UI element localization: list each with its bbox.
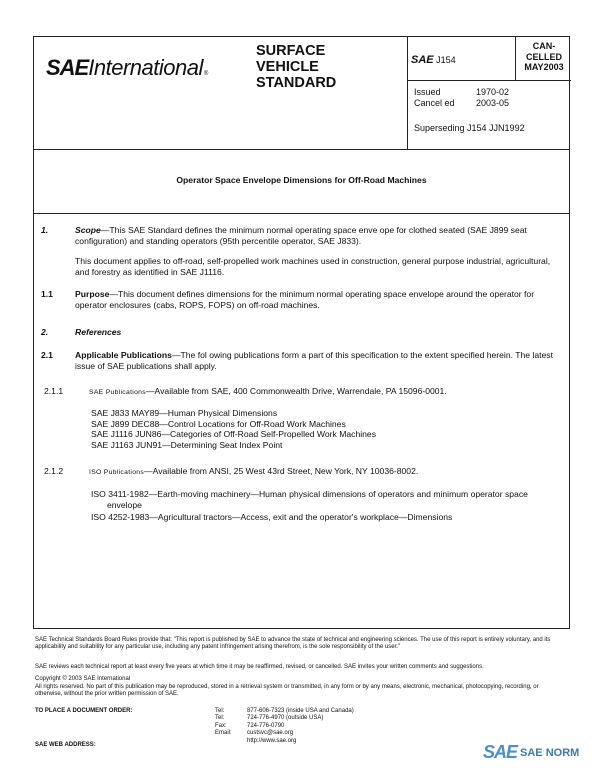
section-number: 1.1 xyxy=(41,289,53,299)
contact-key: Tel: xyxy=(215,715,225,722)
web-address-link[interactable]: http://www.sae.org xyxy=(247,737,297,744)
section-number: 2.1 xyxy=(41,350,53,360)
logo-sae-text: SAE xyxy=(46,55,89,80)
purpose-paragraph xyxy=(75,289,553,310)
superseding: Superseding J154 JJN1992 xyxy=(414,123,525,133)
references-heading: References xyxy=(75,327,122,337)
section-number: 2.1.2 xyxy=(44,466,64,476)
web-label: SAE WEB ADDRESS: xyxy=(35,742,96,748)
review-text: SAE reviews each technical report at least every five years at which time it may be reaffirmed, revised, or cancelled. SAE invites your written comments and suggestions. xyxy=(35,664,484,670)
section-number: 2. xyxy=(41,327,49,337)
sae-reference-list xyxy=(91,408,551,450)
contact-row xyxy=(215,730,354,737)
section-heading: SAE Publications xyxy=(89,389,146,396)
copyright-text: Copyright © 2003 SAE International xyxy=(35,676,131,682)
status-line: CELLED xyxy=(526,51,562,62)
sae-norm-mark: SAE xyxy=(483,742,518,762)
section-text: —Available from ANSI, 25 West 43rd Street, New York, NY 10036-8002. xyxy=(144,466,419,476)
section-text: —The fol owing publications form a part of this specification to the extent specified herein. The latest issue of SAE publications shall apply. xyxy=(75,350,553,371)
section-heading: Scope xyxy=(75,225,101,235)
reference-item: SAE J1116 JUN86—Categories of Off-Road Self-Propelled Work Machines xyxy=(91,429,376,439)
rights-text: All rights reserved. No part of this publication may be reproduced, stored in a retrieval system or transmitted, in any form or by any means, electronic, mechanical, photocopying, recording, or otherwise, without the prior written permission of SAE. xyxy=(35,684,539,698)
document-number xyxy=(411,54,456,66)
applicable-publications-paragraph xyxy=(75,350,553,371)
contact-row xyxy=(215,715,354,722)
logo-trademark: ® xyxy=(203,71,209,77)
cancelled-label: Cancel ed xyxy=(414,98,455,108)
issued-row xyxy=(414,87,509,97)
header-frame xyxy=(33,36,570,629)
contact-value: custsvc@sae.org xyxy=(247,730,294,737)
contact-key: Tel: xyxy=(215,708,225,714)
document-title: Operator Space Envelope Dimensions for Off-Road Machines xyxy=(176,175,427,185)
doc-number-text: J154 xyxy=(436,55,456,65)
contact-info xyxy=(215,708,354,745)
reference-item: ISO 4252-1983—Agricultural tractors—Access, exit and the operator's workplace—Dimensions xyxy=(91,512,453,522)
reference-item: SAE J899 DEC88—Control Locations for Off-Road Work Machines xyxy=(91,418,346,429)
cancelled-row xyxy=(414,98,509,108)
title-divider xyxy=(34,213,569,214)
doc-sae-logo: SAE xyxy=(411,54,434,66)
sae-norm-text: SAE NORM xyxy=(520,746,580,759)
standard-type xyxy=(256,43,336,91)
contact-value: 724-776-0790 xyxy=(247,722,285,729)
contact-value: 724-776-4970 (outside USA) xyxy=(247,715,324,722)
section-text: —This document defines dimensions for the minimum normal operating space envelope around the operator for operator enclosures (cabs, ROPS, FOPS) on off-road machines. xyxy=(75,289,535,310)
cancelled-value: 2003-05 xyxy=(476,98,510,108)
section-heading: ISO Publications xyxy=(89,469,145,476)
logo-international-text: International xyxy=(88,55,203,80)
contact-key: Email: xyxy=(215,730,232,737)
section-heading: Applicable Publications xyxy=(75,350,172,360)
section-number: 2.1.1 xyxy=(44,386,64,396)
scope-paragraph-2: This document applies to off-road, self-propelled work machines used in construction, general purpose industrial, agricultural, and forestry as identified in SAE J1116. xyxy=(75,256,551,277)
standard-type-line: STANDARD xyxy=(256,75,337,91)
sae-norm-logo xyxy=(483,742,579,763)
issued-value: 1970-02 xyxy=(476,87,510,97)
header-divider-vertical xyxy=(407,37,408,149)
policy-text: SAE Technical Standards Board Rules provide that: "This report is published by SAE to advance the state of technical and engineering sciences. The use of this report is entirely voluntary, and its applicability and suitability for any particular use, including any patent infringement arising therefrom, is the sole responsibility of the user." xyxy=(35,637,551,651)
order-label: TO PLACE A DOCUMENT ORDER: xyxy=(35,708,133,714)
reference-item: SAE J1163 JUN91—Determining Seat Index Point xyxy=(91,439,283,450)
issued-label: Issued xyxy=(414,87,441,97)
contact-row xyxy=(215,738,354,745)
section-text: —This SAE Standard defines the minimum normal operating space enve ope for clothed seated (SAE J899 seat configuration) and standing operators (95th percentile operator, SAE J833). xyxy=(75,225,527,246)
scope-paragraph xyxy=(75,225,553,246)
contact-row xyxy=(215,723,354,730)
status-divider-vertical xyxy=(515,37,516,80)
iso-reference-list xyxy=(91,489,561,523)
contact-key xyxy=(215,738,247,745)
contact-row xyxy=(215,708,354,715)
contact-key: Fax: xyxy=(215,722,227,729)
status-line: MAY2003 xyxy=(524,62,564,72)
section-heading: Purpose xyxy=(75,289,110,299)
status-line: CAN- xyxy=(532,41,556,51)
reference-item: ISO 3411-1982—Earth-moving machinery—Human physical dimensions of operators and minimum operator space envelope xyxy=(91,489,528,510)
iso-publications-paragraph xyxy=(89,466,559,479)
header-divider xyxy=(34,149,569,150)
status-box xyxy=(518,41,570,73)
sae-international-logo xyxy=(46,55,208,81)
section-text: —Available from SAE, 400 Commonwealth Drive, Warrendale, PA 15096-0001. xyxy=(145,386,447,396)
reference-item: SAE J833 MAY89—Human Physical Dimensions xyxy=(91,408,278,418)
status-divider-horizontal xyxy=(407,80,571,81)
contact-value: 877-606-7323 (inside USA and Canada) xyxy=(247,708,354,714)
section-number: 1. xyxy=(41,225,49,235)
standard-type-line: VEHICLE xyxy=(256,59,319,75)
standard-type-line: SURFACE xyxy=(256,43,326,59)
sae-publications-paragraph xyxy=(89,386,559,399)
